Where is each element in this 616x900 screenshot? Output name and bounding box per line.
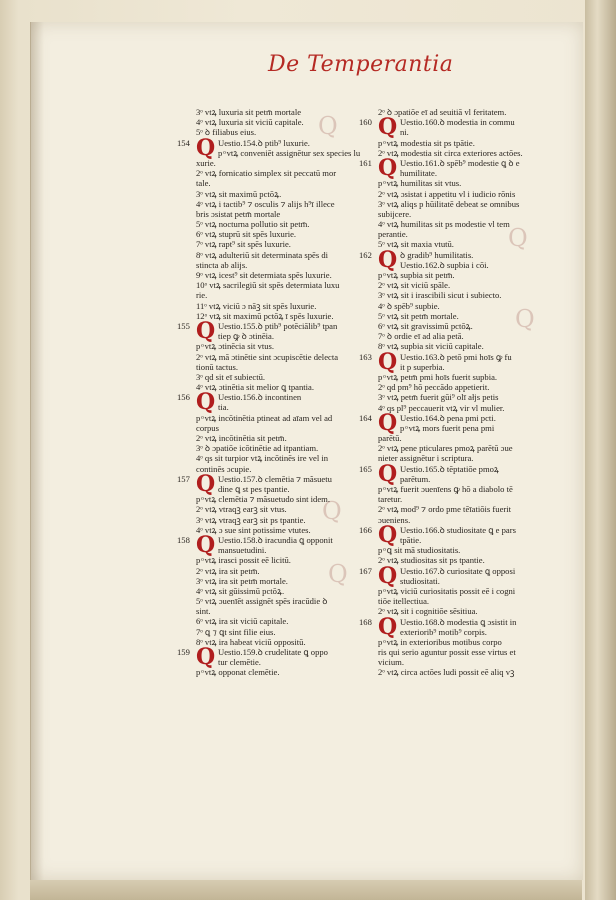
question-heading <box>359 613 558 640</box>
text-line: 2ᵒ vtꝝ ira sit petm̄. <box>196 565 260 576</box>
text-line: 7ᵒ ꝗ ⁊ ꝗt sint filie eius. <box>196 626 276 637</box>
text-line: 4ᵒ vtꝝ i tactib⁹ ⁊ osculis ⁊ alijs h⁹ī illece <box>196 198 335 209</box>
question-number: 158 <box>177 534 190 545</box>
rubricated-initial: Q <box>378 114 398 141</box>
text-line: p ͦ vtꝝ humilitas sit vtus. <box>378 178 462 189</box>
question-number: 164 <box>359 412 372 423</box>
question-heading <box>177 317 376 344</box>
question-heading <box>359 114 558 141</box>
question-heading <box>359 460 558 487</box>
rubricated-initial: Q <box>196 389 216 416</box>
question-number: 157 <box>177 473 190 484</box>
question-title: Uestio.164.ꝺ pena pmi pcti. <box>400 412 496 423</box>
text-line: 5ᵒ vtꝝ sit maxia vtutū. <box>378 239 454 250</box>
rubricated-initial: Q <box>378 154 398 181</box>
text-line: 7ᵒ ꝺ ordie eī ad alia petā. <box>378 331 464 342</box>
question-title-continued: p ͦ vtꝝ mors fuerit pena pmi <box>400 422 495 433</box>
text-line: parētū. <box>378 433 402 444</box>
text-line: continēs ɔcupie. <box>196 463 252 474</box>
show-through-mark: Q <box>318 112 338 140</box>
text-line: 4ᵒ qs pl⁹ peccauerit vtꝝ vir vl mulier. <box>378 402 505 413</box>
text-line: 2ᵒ vtꝝ circa actōes ludi possit eē aliq vꝫ <box>378 667 515 678</box>
text-line: tiōe itellectiua. <box>378 596 430 607</box>
text-line: 2ᵒ vtꝝ vtraqꝫ earꝫ sit vtus. <box>196 504 287 515</box>
question-number: 161 <box>359 157 372 168</box>
question-title: Uestio.163.ꝺ petō pmi hoīs ꝙ fu <box>400 351 512 362</box>
text-line: rie. <box>196 290 208 301</box>
question-heading <box>359 154 558 181</box>
text-line: 2ᵒ vtꝝ studiositas sit ps tpantie. <box>378 555 485 566</box>
question-heading <box>177 644 376 671</box>
text-line: 4ᵒ vtꝝ ɔ sue sint potissime vtutes. <box>196 524 311 535</box>
text-line: 3ᵒ vtꝝ luxuria sit petm̄ mortale <box>196 107 302 117</box>
show-through-mark: Q <box>322 497 342 525</box>
question-title: Uestio.168.ꝺ modestia ꝗ ɔsistit in <box>400 616 517 627</box>
question-title: Uestio.165.ꝺ tēptatiōe pmoꝝ <box>400 463 499 474</box>
question-title: Uestio.154.ꝺ ptib⁹ luxurie. <box>218 137 310 148</box>
question-title-continued: Uestio.162.ꝺ supbia i cōi. <box>400 259 489 270</box>
question-title: Uestio.167.ꝺ curiositate ꝗ opposi <box>400 565 516 576</box>
rubricated-initial: Q <box>196 134 216 161</box>
question-heading <box>177 470 376 497</box>
text-line: 3ᵒ vtꝝ sit i irascibili sicut i subiecto. <box>378 290 502 301</box>
rubricated-initial: Q <box>378 460 398 487</box>
text-line: p ͦ vtꝝ viciū curiositatis possit eē i cogni <box>378 585 516 596</box>
text-line: 6ᵒ vtꝝ sit gravissimū pctōꝝ. <box>378 320 473 331</box>
text-line: perantie. <box>378 229 408 240</box>
question-title-continued: tpātie. <box>400 534 422 545</box>
rubricated-initial: Q <box>378 521 398 548</box>
text-line: 2ᵒ vtꝝ modestia sit circa exteriores actōes. <box>378 147 523 158</box>
text-line: p ͦ vtꝝ modestia sit ps tpātie. <box>378 137 475 148</box>
page-edge <box>585 0 616 900</box>
question-title-continued: dine ꝗ st pes tpantie. <box>218 483 290 494</box>
text-line: tionū tactus. <box>196 361 239 372</box>
question-heading <box>359 562 558 589</box>
rubricated-initial: Q <box>378 613 398 640</box>
text-line: 2ᵒ vtꝝ incōtinētia sit petm̄. <box>196 433 287 444</box>
rubricated-initial: Q <box>378 562 398 589</box>
question-title: Uestio.155.ꝺ ptib⁹ potēciālib⁹ tpan <box>218 320 338 331</box>
text-line: 11ᵒ vtꝝ viciū ɔ nāꝫ sit spēs luxurie. <box>196 300 317 311</box>
text-line: vicium. <box>378 657 405 668</box>
text-line: 3ᵒ vtꝝ sit maximū pctōꝝ. <box>196 188 282 199</box>
rubricated-initial: Q <box>196 531 216 558</box>
text-line: 3ᵒ ꝺ ɔpatiōe icōtinētie ad itpantiam. <box>196 443 319 454</box>
text-line: 2ᵒ vtꝝ mod⁹ ⁊ ordo pme tēīatiōis fuerit <box>378 504 512 515</box>
text-line: tale. <box>196 178 211 189</box>
rubricated-initial: Q <box>196 317 216 344</box>
question-heading <box>359 409 558 436</box>
rubricated-initial: Q <box>378 409 398 436</box>
question-title-continued: it p̱ superbia. <box>400 361 445 372</box>
question-title-continued: tia. <box>218 402 229 413</box>
text-line: 8ᵒ vtꝝ supbia sit viciū capitale. <box>378 341 484 352</box>
question-number: 168 <box>359 616 372 627</box>
question-number: 155 <box>177 320 190 331</box>
text-line: 2ᵒ vtꝝ fornicatio simplex sit peccatū mor <box>196 168 337 179</box>
question-title-continued: tiep ꝙ ꝺ ɔtinēia. <box>218 331 274 342</box>
question-number: 160 <box>359 117 372 128</box>
text-line: p ͦ vtꝝ supbia sit petm̄. <box>378 270 455 281</box>
question-number: 154 <box>177 137 190 148</box>
question-number: 165 <box>359 463 372 474</box>
question-heading <box>177 134 376 161</box>
question-number: 167 <box>359 565 372 576</box>
question-heading <box>177 531 376 558</box>
question-title: Uestio.159.ꝺ crudelitate ꝗ oppo <box>218 647 328 658</box>
question-title-continued: humilitate. <box>400 168 437 179</box>
text-line: stincta ab alijs. <box>196 259 248 270</box>
text-line: 3ᵒ vtꝝ aliqs p hūilitatē debeat se omnibus <box>378 198 520 209</box>
text-line: 2ᵒ vtꝝ mā ɔtinētie sint ɔcupiscētie delecta <box>196 351 339 362</box>
question-title: Uestio.161.ꝺ spēb⁹ modestie ꝗ ꝺ e <box>400 157 520 168</box>
question-title: Uestio.166.ꝺ studiositate ꝗ e pars <box>400 524 516 535</box>
text-line: 4ᵒ vtꝝ sit gūissimū pctōꝝ. <box>196 585 285 596</box>
question-heading <box>177 389 376 416</box>
text-line: p ͦ vtꝝ irasci possit eē licitū. <box>196 555 291 566</box>
question-title: ꝺ gradib⁹ humilitatis. <box>400 249 474 260</box>
text-line: 2ᵒ vtꝝ sit viciū spāle. <box>378 280 451 291</box>
text-line: 2ᵒ ꝺ ɔpatiōe eī ad seuitiā vl feritatem. <box>378 107 507 117</box>
text-line: p ͦ ꝗ sit mā studiositatis. <box>378 545 461 556</box>
question-number: 162 <box>359 249 372 260</box>
text-line: 10ᵒ vtꝝ sacrilegiū sit spēs determiata luxu <box>196 280 340 291</box>
text-line: 12ᵒ vtꝝ sit maximū pctōꝝ ī spēs luxurie. <box>196 310 334 321</box>
question-title: Uestio.156.ꝺ incontinen <box>218 392 302 403</box>
gutter-shadow <box>30 22 44 880</box>
question-title-continued: studiositati. <box>400 575 440 586</box>
text-line: sint. <box>196 606 211 617</box>
text-line: 3ᵒ vtꝝ vtraqꝫ earꝫ sit ps tpantie. <box>196 514 306 525</box>
text-line: 8ᵒ vtꝝ adulteriū sit determinata spēs di <box>196 249 329 260</box>
text-line: p ͦ vtꝝ fuerit ɔuenīens ꝙ hō a diabolo tē <box>378 484 513 495</box>
page-bottom-edge <box>30 880 582 900</box>
text-line: 2ᵒ qd pm⁹ hō peccādo appetierit. <box>378 382 490 393</box>
text-line: bris ɔsistat petm̄ mortale <box>196 208 281 219</box>
text-line: p ͦ vtꝝ ɔtinēcia sit vtus. <box>196 341 275 352</box>
rubricated-initial: Q <box>196 470 216 497</box>
text-line: 3ᵒ vtꝝ ira sit petm̄ mortale. <box>196 575 288 586</box>
text-line: ɔueniens. <box>378 514 411 525</box>
question-number: 166 <box>359 524 372 535</box>
question-title-continued: parētum. <box>400 473 431 484</box>
question-heading <box>359 521 558 548</box>
running-head: De Temperantia <box>268 52 454 77</box>
text-line: 3ᵒ vtꝝ petm̄ fuerit gūi⁹ olī ałjs petis <box>378 392 499 403</box>
text-line: 8ᵒ vtꝝ ira habeat viciū oppositū. <box>196 636 306 647</box>
text-line: 5ᵒ vtꝝ nocturna pollutio sit petm̄. <box>196 219 310 230</box>
text-line: p ͦ vtꝝ in exterioribus motibus corpo <box>378 636 502 647</box>
text-line: 7ᵒ vtꝝ rapt⁹ sit spēs luxurie. <box>196 239 291 250</box>
show-through-mark: Q <box>328 560 348 588</box>
question-number: 163 <box>359 351 372 362</box>
text-line: 2ᵒ vtꝝ pene pticulares pmoꝝ parētū ɔue <box>378 443 513 454</box>
text-line: 6ᵒ vtꝝ ira sit viciū capitale. <box>196 616 289 627</box>
question-number: 156 <box>177 392 190 403</box>
show-through-mark: Q <box>508 224 528 252</box>
question-title-continued: tur clemētie. <box>218 657 261 668</box>
question-title-continued: exteriorib⁹ motib⁹ corpis. <box>400 626 487 637</box>
text-line: 2ᵒ vtꝝ sit i cognitiōe sēsitiua. <box>378 606 478 617</box>
right-column <box>359 107 558 678</box>
text-line: 5ᵒ vtꝝ ɔuenīēt assignēt spēs iracūdie ꝺ <box>196 596 328 607</box>
question-title-continued: mansuetudini. <box>218 545 267 556</box>
text-line: 4ᵒ vtꝝ humilitas sit ps modestie vl tem <box>378 219 510 230</box>
text-line: 5ᵒ ꝺ filiabus eius. <box>196 127 257 138</box>
text-line: 2ᵒ vtꝝ ɔsistat i appetitu vl i iudicio rōnis <box>378 188 516 199</box>
question-title: Uestio.160.ꝺ modestia in commu <box>400 117 515 128</box>
question-title: Uestio.157.ꝺ clemētia ⁊ mãsuetu <box>218 473 332 484</box>
question-title: Uestio.158.ꝺ iracundia ꝗ opponit <box>218 534 333 545</box>
text-line: taretur. <box>378 494 403 505</box>
text-line: p ͦ vtꝝ clemētia ⁊ mãsuetudo sint idem. <box>196 494 330 505</box>
rubricated-initial: Q <box>196 644 216 671</box>
text-line: 9ᵒ vtꝝ icest⁹ sit determiata spēs luxurie. <box>196 270 332 281</box>
question-heading <box>359 348 558 375</box>
text-line: ris qui serio aguntur possit esse virtus et <box>378 647 516 658</box>
text-line: subijcere. <box>378 208 412 219</box>
rubricated-initial: Q <box>378 348 398 375</box>
text-line: 4ᵒ ꝺ spēb⁹ supbie. <box>378 300 440 311</box>
question-title-continued: p ͦ vtꝝ conveniēt assignētur sex species lu <box>218 147 361 158</box>
text-line: 4ᵒ vtꝝ luxuria sit viciū capitale. <box>196 117 304 128</box>
text-line: p ͦ vtꝝ petm̄ pmi hoīs fuerit supbia. <box>378 371 498 382</box>
text-line: xurie. <box>196 157 216 168</box>
text-line: 3ᵒ qd sit eī subiectū. <box>196 371 266 382</box>
question-title-continued: ni. <box>400 127 409 138</box>
question-heading <box>359 246 558 273</box>
text-line: p ͦ vtꝝ opponat clemētie. <box>196 667 280 678</box>
show-through-mark: Q <box>515 305 535 333</box>
text-line: 5ᵒ vtꝝ sit petm̄ mortale. <box>378 310 459 321</box>
question-number: 159 <box>177 647 190 658</box>
text-line: 6ᵒ vtꝝ stuprū sit spēs luxurie. <box>196 229 297 240</box>
text-line: 4ᵒ vtꝝ ɔtinētia sit melior ꝗ tpantia. <box>196 382 314 393</box>
left-column <box>177 107 376 678</box>
text-line: nieter assignētur i scriptura. <box>378 453 474 464</box>
text-line: corpus <box>196 422 219 433</box>
rubricated-initial: Q <box>378 246 398 273</box>
text-line: 4ᵒ qs sit turpior vtꝝ incōtinēs ire vel in <box>196 453 329 464</box>
text-line: p ͦ vtꝝ incōtinētia ptineat ad aīam vel ad <box>196 412 333 423</box>
